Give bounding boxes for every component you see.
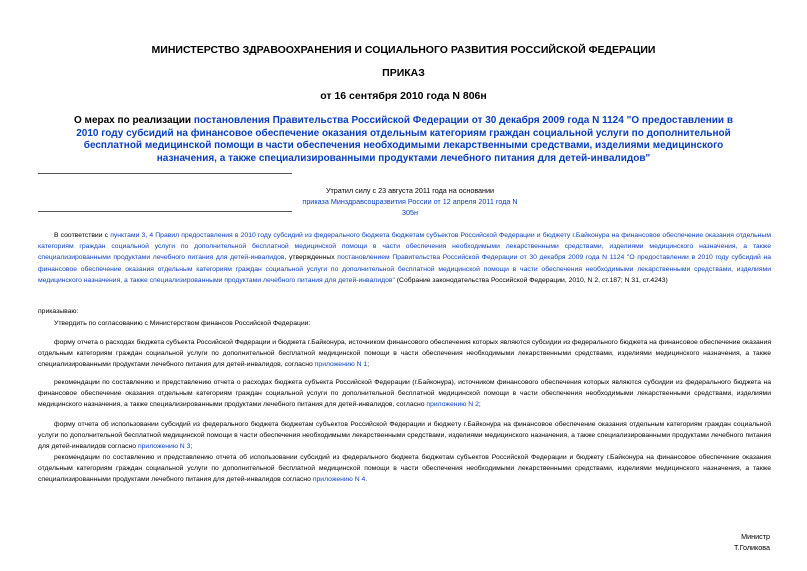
preamble-text-1: В соответствии с <box>54 232 111 239</box>
item-text: рекомендации по составлению и представлению отчета об использовании субсидий из федерального бюджета бюджетам субъектов Российской Федерации и бюджету г.Байконура на финансовое обеспечение оказания отдельным категориям граждан социальной услуги по дополнительной бесплатной медицинской помощи в части обеспечения необходимыми лекарственными средствами, изделиями медицинского назначения, а также специализированными продуктами лечебного питания для детей-инвалидов согласно <box>38 454 771 484</box>
preamble-paragraph <box>38 230 771 286</box>
list-item <box>38 337 771 371</box>
date-number-heading: от 16 сентября 2010 года N 806н <box>320 90 487 102</box>
appendix-3-link[interactable]: приложению N 3 <box>137 443 191 451</box>
item-end: ; <box>367 361 370 369</box>
item-text: форму отчета об использовании субсидий из федерального бюджета бюджетам субъектов Российской Федерации и бюджету г.Байконура на финансовое обеспечение оказания отдельным категориям граждан социальной услуги по дополнительной бесплатной медицинской помощи в части обеспечения необходимыми лекарственными средствами, изделиями медицинского назначения, а также специализированными продуктами лечебного питания для детей-инвалидов согласно <box>38 421 771 451</box>
status-line: Утратил силу с 23 августа 2011 года на основании <box>325 186 495 195</box>
preamble-text-3: (Собрание законодательства Российской Федерации, 2010, N 2, ст.187; N 31, ст.4243) <box>394 276 668 284</box>
list-item <box>38 419 771 453</box>
status-note <box>300 185 520 218</box>
signer-name: Т.Голикова <box>733 543 770 552</box>
divider-top <box>38 173 292 174</box>
title-prefix: О мерах по реализации <box>74 115 194 126</box>
appendix-2-link[interactable]: приложению N 2 <box>426 401 479 409</box>
item-end: ; <box>190 443 193 451</box>
list-item <box>38 452 771 486</box>
list-item <box>38 377 771 411</box>
approve-line: Утвердить по согласованию с Министерством финансов Российской Федерации: <box>54 320 311 327</box>
divider-bottom <box>38 211 292 212</box>
ministry-heading: МИНИСТЕРСТВО ЗДРАВООХРАНЕНИЯ И СОЦИАЛЬНОГО РАЗВИТИЯ РОССИЙСКОЙ ФЕДЕРАЦИИ <box>151 44 656 56</box>
preamble-text-2: , утвержденных <box>284 254 338 262</box>
document-title <box>70 115 737 165</box>
appendix-1-link[interactable]: приложению N 1 <box>314 361 368 369</box>
rules-link[interactable]: пунктами 3, 4 Правил предоставления в 2010 году субсидий из федерального бюджета бюджетам субъектов Российской Федерации и бюджету г.Байконура на финансовое обеспечение оказания отдельным категориям граждан социальной услуги по дополнительной бесплатной медицинской помощи в части обеспечения необходимыми лекарственными средствами, изделиями медицинского назначения, а также специализированными продуктами лечебного питания для детей-инвалидов <box>38 232 771 262</box>
item-end: . <box>365 476 368 484</box>
status-repeal-link[interactable]: приказа Минздравсоцразвития России от 12 апреля 2011 года N 305н <box>302 197 518 217</box>
item-text: форму отчета о расходах бюджета субъекта Российской Федерации и бюджета г.Байконура, источником финансового обеспечения которых являются субсидии из федерального бюджета на финансовое обеспечение оказания отдельным категориям граждан социальной услуги по дополнительной бесплатной медицинской помощи в части обеспечения необходимыми лекарственными средствами, изделиями медицинского назначения, а также специализированными продуктами лечебного питания для детей-инвалидов, согласно <box>38 339 771 369</box>
item-end: ; <box>478 401 481 409</box>
appendix-4-link[interactable]: приложению N 4 <box>312 476 366 484</box>
item-text: рекомендации по составлению и представлению отчета о расходах бюджета субъекта Российской Федерации (г.Байконура), источником финансового обеспечения которых являются субсидии из федерального бюджета на финансовое обеспечение оказания отдельным категориям граждан социальной услуги по дополнительной бесплатной медицинской помощи в части обеспечения необходимыми лекарственными средствами, изделиями медицинского назначения, а также специализированными продуктами лечебного питания для детей-инвалидов, согласно <box>38 379 771 409</box>
signer-position: Министр <box>741 532 770 541</box>
order-word: приказываю: <box>38 308 79 315</box>
title-resolution-link[interactable]: постановления Правительства Российской Федерации от 30 декабря 2009 года N 1124 "О предоставлении в 2010 году субсидий на финансовое обеспечение оказания отдельным категориям граждан социальной услуги по дополнительной бесплатной медицинской помощи в части обеспечения необходимыми лекарственными средствами, изделиями медицинского назначения, а также специализированными продуктами лечебного питания для детей-инвалидов" <box>76 115 733 164</box>
doc-type-heading: ПРИКАЗ <box>382 67 425 79</box>
resolution-link[interactable]: постановлением Правительства Российской Федерации от 30 декабря 2009 года N 1124 "О предоставлении в 2010 году субсидий на финансовое обеспечение оказания отдельным категориям граждан социальной услуги по дополнительной бесплатной медицинской помощи в части обеспечения необходимыми лекарственными средствами, изделиями медицинского назначения, а также специализированными продуктами лечебного питания для детей-инвалидов" <box>38 254 771 284</box>
signature-block <box>650 531 770 553</box>
